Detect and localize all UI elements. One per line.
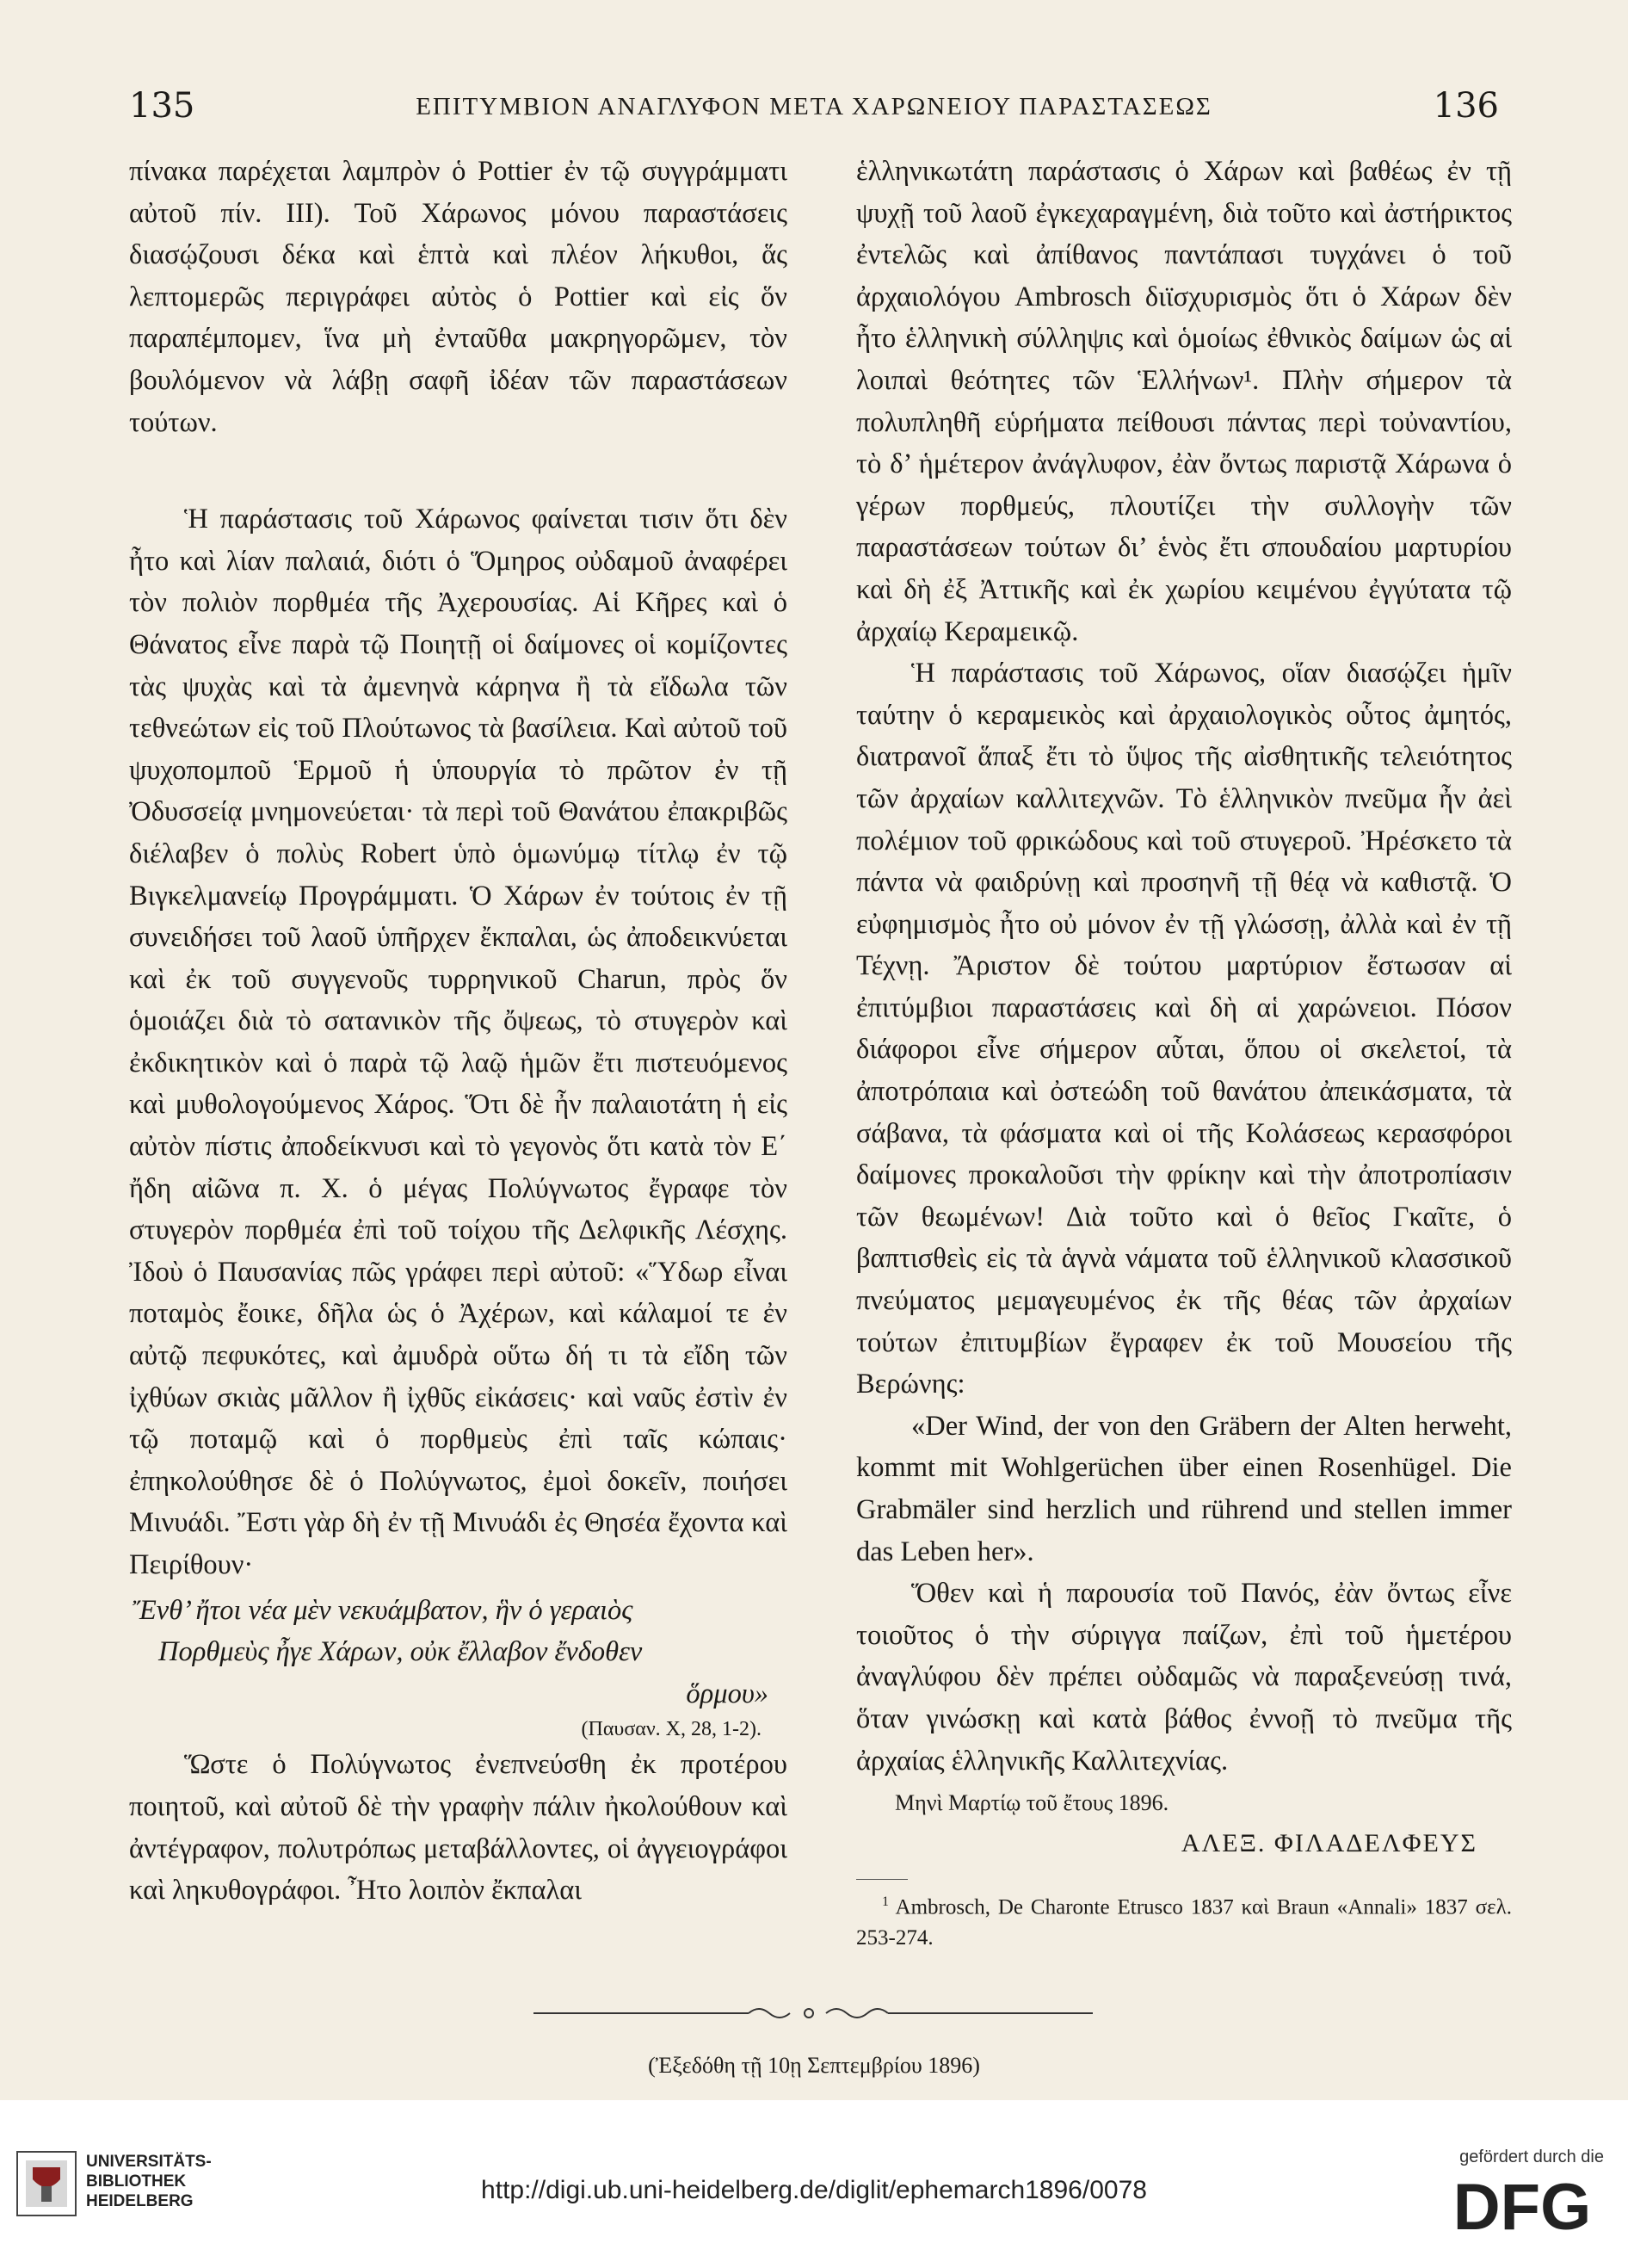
running-title: ΕΠΙΤΥΜΒΙΟΝ ΑΝΑΓΛΥΦΟΝ ΜΕΤΑ ΧΑΡΩΝΕΙΟΥ ΠΑΡΑΣΤΑΣΕΩΣ: [416, 93, 1212, 121]
issue-date: (Ἐξεδόθη τῇ 10ῃ Σεπτεμβρίου 1896): [648, 2053, 980, 2078]
right-paragraph-1: ἑλληνικωτάτη παράστασις ὁ Χάρων καὶ βαθέως ἐν τῇ ψυχῇ τοῦ λαοῦ ἐγκεχαραγμένη, διὰ τοῦτο καὶ ἀστήρικτος ἐντελῶς καὶ ἀπίθανος παντάπασι τυγχάνει ὁ τοῦ ἀρχαιολόγου Ambrosch διϊσχυρισμὸς ὅτι ὁ Χάρων δὲν ἦτο ἑλληνικὴ σύλληψις καὶ ὁμοίως ἐθνικὸς δαίμων ὡς αἱ λοιπαὶ θεότητες τῶν Ἑλλήνων¹. Πλὴν σήμερον τὰ πολυπληθῆ εὑρήματα πείθουσι πάντας περὶ τοὐναντίου, τὸ δ’ ἡμέτερον ἀνάγλυφον, ἐὰν ὄντως παριστᾷ Χάρωνα ὁ γέρων πορθμεύς, πλουτίζει τὴν συλλογὴν τῶν παραστάσεων τούτων δι’ ἑνὸς ἔτι σπουδαίου μαρτυρίου καὶ δὴ ἐξ Ἀττικῆς καὶ ἐκ χωρίου κειμένου ἐγγύτατα τῷ ἀρχαίῳ Κεραμεικῷ.: [856, 156, 1512, 647]
verse-source: (Παυσαν. Χ, 28, 1-2).: [581, 1718, 762, 1741]
footnote: [856, 1887, 1512, 1954]
source-url-link[interactable]: http://digi.ub.uni-heidelberg.de/diglit/ephemarch1896/0078: [481, 2176, 1147, 2204]
right-column: [856, 151, 1512, 1954]
verse-line-3: ὅρμου»: [686, 1678, 768, 1709]
quoted-verse: [129, 1590, 787, 1745]
german-quotation: «Der Wind, der von den Gräbern der Alten herweht, kommt mit Wohlgerüchen über einen Rosenhügel. Die Grabmäler sind herzlich und rührend und stellen immer das Leben her».: [856, 1410, 1512, 1567]
left-paragraph-1: πίνακα παρέχεται λαμπρὸν ὁ Pottier ἐν τῷ συγγράμματι αὐτοῦ πίν. III). Τοῦ Χάρωνος μόνου παραστάσεις διασῴζουσι δέκα καὶ ἑπτὰ καὶ πλέον λήκυθοι, ἅς λεπτομερῶς περιγράφει αὐτὸς ὁ Pottier καὶ εἰς ὅν παραπέμπομεν, ἵνα μὴ ἐνταῦθα μακρηγορῶμεν, τὸν βουλόμενον νὰ λάβῃ σαφῆ ἰδέαν τῶν παραστάσεων τούτων.: [129, 156, 787, 438]
verse-line-2: Πορθμεὺς ἦγε Χάρων, οὐκ ἔλλαβον ἔνδοθεν: [158, 1636, 643, 1668]
page-number-left: 135: [129, 86, 195, 126]
footnote-text: Ambrosch, De Charonte Etrusco 1837 καὶ Braun «Annali» 1837 σελ. 253-274.: [856, 1895, 1513, 1950]
left-paragraph-3: Ὥστε ὁ Πολύγνωτος ἐνεπνεύσθη ἐκ προτέρου ποιητοῦ, καὶ αὐτοῦ δὲ τὴν γραφὴν πάλιν ἠκολούθουν καὶ ἀντέγραφον, πολυτρόπως μεταβάλλοντες, οἱ ἀγγειογράφοι καὶ ληκυθογράφοι. Ἦτο λοιπὸν ἔκπαλαι: [129, 1749, 787, 1906]
right-paragraph-2: Ἡ παράστασις τοῦ Χάρωνος, οἵαν διασῴζει ἡμῖν ταύτην ὁ κεραμεικὸς καὶ ἀρχαιολογικὸς οὗτος ἀμητός, διατρανοῖ ἅπαξ ἔτι τὸ ὕψος τῆς αἰσθητικῆς τελειότητος τῶν ἀρχαίων καλλιτεχνῶν. Τὸ ἑλληνικὸν πνεῦμα ἦν ἀεὶ πολέμιον τοῦ φρικώδους καὶ τοῦ στυγεροῦ. Ἠρέσκετο τὰ πάντα νὰ φαιδρύνῃ καὶ προσηνῆ τῇ θέᾳ νὰ καθιστᾷ. Ὁ εὐφημισμὸς ἦτο οὐ μόνον ἐν τῇ γλώσσῃ, ἀλλὰ καὶ ἐν τῇ Τέχνῃ. Ἄριστον δὲ τούτου μαρτύριον ἔστωσαν αἱ ἐπιτύμβιοι παραστάσεις καὶ δὴ αἱ χαρώνειοι. Πόσον διάφοροι εἶνε σήμερον αὗται, ὅπου οἱ σκελετοί, τὰ ἀποτρόπαια καὶ ὀστεώδη τοῦ θανάτου ἀπεικάσματα, τὰ σάβανα, τὰ φάσματα καὶ οἱ τῆς Κολάσεως κερασφόροι δαίμονες προκαλοῦσι τὴν φρίκην καὶ τὴν ἀποτροπίασιν τῶν θεωμένων! Διὰ τοῦτο καὶ ὁ θεῖος Γκαῖτε, ὁ βαπτισθεὶς εἰς τὰ ἁγνὰ νάματα τοῦ ἑλληνικοῦ κλασσικοῦ πνεύματος μεμαγευμένος ἐκ τῆς θέας τῶν ἀρχαίων τούτων ἐπιτυμβίων ἔγραφεν ἐκ τοῦ Μουσείου τῆς Βερώνης:: [856, 658, 1512, 1400]
footnote-mark: 1: [882, 1894, 889, 1909]
digitization-footer: [0, 2100, 1628, 2268]
author-signature: ΑΛΕΞ. ΦΙΛΑΔΕΛΦΕΥΣ: [1181, 1829, 1477, 1858]
university-line-3: HEIDELBERG: [86, 2192, 194, 2210]
footnote-rule: [856, 1879, 908, 1880]
university-line-2: BIBLIOTHEK: [86, 2172, 187, 2191]
funded-by-text: gefördert durch die: [1459, 2147, 1604, 2166]
ornamental-divider: [533, 2003, 1093, 2024]
left-paragraph-2: Ἡ παράστασις τοῦ Χάρωνος φαίνεται τισιν ὅτι δὲν ἦτο καὶ λίαν παλαιά, διότι ὁ Ὅμηρος οὐδαμοῦ ἀναφέρει τὸν πολιὸν πορθμέα τῆς Ἀχερουσίας. Αἱ Κῆρες καὶ ὁ Θάνατος εἶνε παρὰ τῷ Ποιητῇ οἱ δαίμονες οἱ κομίζοντες τὰς ψυχὰς καὶ τὰ ἀμενηνὰ κάρηνα ἢ τὰ εἴδωλα τῶν τεθνεώτων εἰς τοῦ Πλούτωνος τὰ βασίλεια. Καὶ αὐτοῦ τοῦ ψυχοπομποῦ Ἑρμοῦ ἡ ὑπουργία τὸ πρῶτον ἐν τῇ Ὀδυσσείᾳ μνημονεύεται· τὰ περὶ τοῦ Θανάτου ἐπακριβῶς διέλαβεν ὁ πολὺς Robert ὑπὸ ὁμωνύμῳ τίτλῳ ἐν τῷ Βιγκελμανείῳ Προγράμματι. Ὁ Χάρων ἐν τούτοις ἐν τῇ συνειδήσει τοῦ λαοῦ ὑπῆρχεν ἔκπαλαι, ὡς ἀποδεικνύεται καὶ ἐκ τοῦ συγγενοῦς τυρρηνικοῦ Charun, πρὸς ὅν ὁμοιάζει διὰ τὸ σατανικὸν τῆς ὄψεως, τὸ στυγερὸν καὶ ἐκδικητικὸν καὶ ὁ παρὰ τῷ λαῷ ἡμῶν ἔτι πιστευόμενος καὶ μυθολογούμενος Χάρος. Ὅτι δὲ ἦν παλαιοτάτη ἡ εἰς αὐτὸν πίστις ἀποδείκνυσι καὶ τὸ γεγονὸς ὅτι κατὰ τὸν Ε΄ ἤδη αἰῶνα π. Χ. ὁ μέγας Πολύγνωτος ἔγραφε τὸν στυγερὸν πορθμέα ἐπὶ τοῦ τοίχου τῆς Δελφικῆς Λέσχης. Ἰδοὺ ὁ Παυσανίας πῶς γράφει περὶ αὐτοῦ: «Ὕδωρ εἶναι ποταμὸς ἔοικε, δῆλα ὡς ὁ Ἀχέρων, καὶ κάλαμοί τε ἐν αὐτῷ πεφυκότες, καὶ ἀμυδρὰ οὕτω δή τι τὰ εἴδη τῶν ἰχθύων σκιὰς μᾶλλον ἢ ἰχθῦς εἰκάσεις· καὶ ναῦς ἐστὶν ἐν τῷ ποταμῷ καὶ ὁ πορθμεὺς ἐπὶ ταῖς κώπαις· ἐπηκολούθησε δὲ ὁ Πολύγνωτος, ἐμοὶ δοκεῖν, ποιήσει Μινυάδι. Ἔστι γὰρ δὴ ἐν τῇ Μινυάδι ἐς Θησέα ἔχοντα καὶ Πειρίθουν·: [129, 504, 787, 1580]
dfg-logo-text: DFG: [1452, 2173, 1592, 2238]
left-column: [129, 151, 787, 1912]
verse-line-1: Ἔνθ’ ἤτοι νέα μὲν νεκυάμβατον, ἣν ὁ γεραιὸς: [133, 1594, 633, 1626]
university-line-1: UNIVERSITÄTS-: [86, 2153, 212, 2171]
dfg-logo: [1440, 2173, 1604, 2238]
page-number-right: 136: [1433, 86, 1499, 126]
date-line: Μηνὶ Μαρτίῳ τοῦ ἔτους 1896.: [895, 1790, 1169, 1816]
right-paragraph-4: Ὅθεν καὶ ἡ παρουσία τοῦ Πανός, ἐὰν ὄντως εἶνε τοιοῦτος ὁ τὴν σύριγγα παίζων, ἐπὶ τοῦ ἡμετέρου ἀναγλύφου δὲν πρέπει οὐδαμῶς νὰ παραξενεύσῃ τινά, ὅταν γινώσκῃ καὶ κατὰ βάθος ἐννοῇ τὸ πνεῦμα τῆς ἀρχαίας ἑλληνικῆς Καλλιτεχνίας.: [856, 1578, 1512, 1777]
running-header: [129, 86, 1499, 129]
